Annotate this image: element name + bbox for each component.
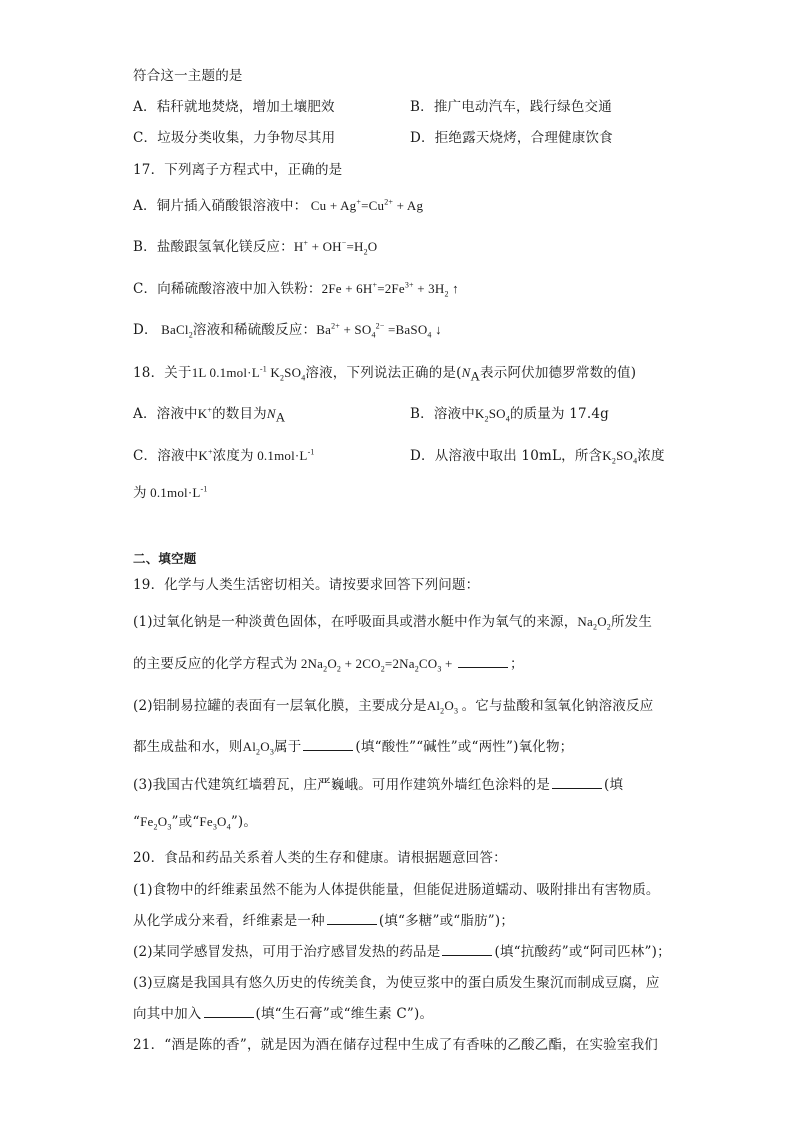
q19-p1-c: 的主要反应的化学方程式为 — [133, 656, 298, 672]
section-title: 二、填空题 — [133, 551, 197, 566]
q19-p2-c: 都生成盐和水，则 — [133, 739, 243, 755]
q18-stem-mid: 溶液，下列说法正确的是( — [305, 365, 462, 381]
q18-option-c-mid: 浓度为 — [212, 448, 254, 464]
q17-option-a-text: A．铜片插入硝酸银溶液中： — [133, 198, 308, 214]
q17-option-d-reagent: BaCl$_2$ — [157, 322, 193, 340]
q20-l2-b: (填“多糖”或“脂肪”)； — [378, 913, 515, 929]
q18-option-d-cont: 为 — [133, 485, 147, 501]
q20-line2 — [133, 912, 514, 930]
q19-fe2o3: $Fe_2O_3$ — [140, 814, 172, 832]
q19-p2-d: 属于 — [274, 739, 302, 755]
q18-option-b-pre: B．溶液中 — [410, 406, 475, 422]
q19-p2-b: 。它与盐酸和氢氧化钠溶液反应 — [461, 698, 654, 714]
q17-option-c — [133, 280, 459, 298]
q17-option-d-label: D． — [133, 322, 158, 338]
q17-option-d-equation: $Ba^{2+} + SO_4^{2-}$ =BaSO$_4$ ↓ — [316, 321, 442, 340]
q19-p3-a: (3)我国古代建筑红墙碧瓦，庄严巍峨。可用作建筑外墙红色涂料的是 — [133, 777, 551, 793]
q19-part3-line1 — [133, 776, 623, 794]
q17-option-a-equation: $Cu + Ag^+=Cu^{2+} + Ag$ — [307, 197, 424, 213]
q18-option-d-conc: $0.1mol\cdot L^{-1}$ — [146, 484, 208, 500]
q18-option-a: A．溶液中K+的数目为$N_A$ — [133, 405, 286, 425]
q19-part1-line1 — [133, 613, 652, 631]
q17-option-d-text: 溶液和稀硫酸反应： — [192, 322, 317, 338]
q20-blank-2[interactable] — [442, 943, 492, 956]
q19-blank-3[interactable] — [552, 776, 602, 789]
q17-option-a — [133, 197, 423, 215]
q19-p1-end: ； — [510, 656, 524, 672]
q18-option-d-post: 浓度 — [637, 448, 665, 464]
q20-blank-3[interactable] — [204, 1005, 254, 1018]
q20-stem: 20．食品和药品关系着人类的生存和健康。请根据题意回答： — [133, 850, 507, 866]
q17-stem: 17．下列离子方程式中，正确的是 — [133, 162, 343, 178]
q20-blank-1[interactable] — [327, 912, 377, 925]
q20-line4: (3)豆腐是我国具有悠久历史的传统美食，为使豆浆中的蛋白质发生聚沉而制成豆腐，应 — [133, 975, 660, 991]
q19-fe3o4: $Fe_3O_4$ — [199, 814, 231, 832]
q18-option-d-pre: D．从溶液中取出 10mL，所含 — [410, 448, 603, 464]
q17-option-b — [133, 238, 377, 256]
q20-line3 — [133, 943, 671, 961]
q16-option-c: C．垃圾分类收集，力争物尽其用 — [133, 130, 336, 146]
q19-p2-a: (2)铝制易拉罐的表面有一层氧化膜，主要成分是 — [133, 698, 427, 714]
q20-l3-b: (填“抗酸药”或“阿司匹林”)； — [494, 944, 671, 960]
q16-option-a: A．秸秆就地焚烧，增加土壤肥效 — [133, 99, 335, 115]
q20-l2-a: 从化学成分来看，纤维素是一种 — [133, 913, 325, 929]
q18-stem-post: 表示阿伏加德罗常数的值) — [480, 365, 637, 381]
q16-option-b: B．推广电动汽车，践行绿色交通 — [410, 99, 612, 115]
q16-stem-tail: 符合这一主题的是 — [133, 68, 243, 84]
q18-option-d-continued — [133, 484, 208, 502]
q17-option-c-equation: $2Fe + 6H^+=2Fe^{3+} + 3H_2$ ↑ — [321, 280, 459, 299]
q19-part3-line2 — [133, 813, 257, 831]
q20-l5-a: 向其中加入 — [133, 1006, 202, 1022]
q18-option-d — [410, 447, 665, 465]
q19-stem: 19．化学与人类生活密切相关。请按要求回答下列问题： — [133, 577, 480, 593]
q18-na-symbol: N — [461, 365, 471, 380]
q19-p1-b: 所发生 — [610, 614, 653, 630]
q19-na2o2: $Na_2O_2$ — [577, 614, 611, 632]
q19-part2-line1 — [133, 697, 653, 715]
q19-p1-a: (1)过氧化钠是一种淡黄色固体，在呼吸面具或潜水艇中作为氧气的来源， — [133, 614, 578, 630]
q20-line1: (1)食物中的纤维素虽然不能为人体提供能量，但能促进肠道蠕动、吸附排出有害物质。 — [133, 882, 660, 898]
q19-p3-quote-open: “ — [133, 814, 141, 830]
q18-option-a-na: N — [266, 406, 276, 421]
q18-option-c-ion: K+ — [198, 447, 213, 463]
q17-option-b-equation: $H^+ + OH^-=H_2O$ — [293, 238, 378, 257]
q19-p3-close: ”)。 — [230, 814, 258, 830]
q18-stem-pre: 18．关于 — [133, 365, 192, 381]
q20-l3-a: (2)某同学感冒发热，可用于治疗感冒发热的药品是 — [133, 944, 441, 960]
q19-p2-e: (填“酸性”“碱性”或“两性”)氧化物； — [355, 739, 574, 755]
q18-option-b-post: 的质量为 17.4g — [509, 406, 609, 422]
q18-option-a-pre: A．溶液中 — [133, 406, 198, 422]
q17-option-c-text: C．向稀硫酸溶液中加入铁粉： — [133, 281, 322, 297]
q18-option-c-pre: C．溶液中 — [133, 448, 199, 464]
q19-al2o3-a: $Al_2O_3$ — [426, 698, 459, 716]
q18-stem: 18．关于1L $0.1mol\cdot L^{-1}$ $K_2SO_4$溶液，下列说法正确的是($N_A$表示阿伏加德罗常数的值) — [133, 364, 637, 384]
q18-solution: 1L $0.1mol\cdot L^{-1}$ $K_2SO_4$ — [191, 364, 306, 383]
q19-part1-line2 — [133, 655, 524, 673]
q18-option-b-compound: $K_2SO_4$ — [474, 406, 510, 424]
q17-option-b-text: B．盐酸跟氢氧化镁反应： — [133, 239, 294, 255]
q17-option-d — [133, 321, 442, 339]
q18-option-b — [410, 405, 609, 423]
q19-equation: $2Na_2O_2 + 2CO_2=2Na_2CO_3$ + — [297, 656, 457, 674]
q20-line5 — [133, 1005, 433, 1023]
q18-option-d-compound: $K_2SO_4$ — [602, 448, 638, 466]
q19-blank-2[interactable] — [303, 738, 353, 751]
q18-option-a-mid: 的数目为 — [212, 406, 267, 422]
q19-p3-b: (填 — [604, 777, 624, 793]
q21-line1: 21．“酒是陈的香”，就是因为酒在储存过程中生成了有香味的乙酸乙酯，在实验室我们 — [133, 1037, 658, 1053]
q18-option-c-conc: $0.1mol\cdot L^{-1}$ — [253, 447, 315, 463]
q19-al2o3-b: $Al_2O_3$ — [242, 739, 275, 757]
q16-option-d: D．拒绝露天烧烤，合理健康饮食 — [410, 130, 613, 146]
q20-l5-b: (填“生石膏”或“维生素 C”)。 — [255, 1006, 434, 1022]
q18-option-c — [133, 447, 315, 465]
q19-part2-line2 — [133, 738, 573, 756]
q18-option-a-ion: K+ — [197, 405, 213, 421]
q19-p3-or: ”或“ — [171, 814, 200, 830]
q19-blank-1[interactable] — [458, 655, 508, 668]
